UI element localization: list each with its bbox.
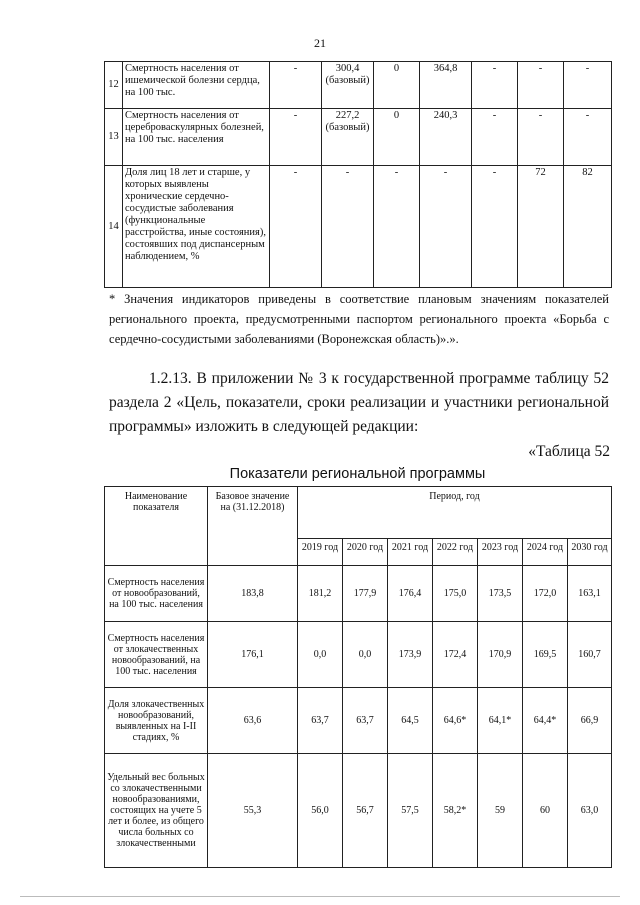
table-cell: 63,7 xyxy=(298,688,343,754)
table-cell: - xyxy=(518,109,564,166)
table-header-row xyxy=(105,487,612,539)
table-cell: 163,1 xyxy=(568,566,612,622)
row-number: 12 xyxy=(105,62,123,109)
base-value: 63,6 xyxy=(208,688,298,754)
header-year: 2021 год xyxy=(388,539,433,566)
base-value: 55,3 xyxy=(208,754,298,868)
table-cell: 58,2* xyxy=(433,754,478,868)
table-cell: 63,0 xyxy=(568,754,612,868)
table-cell: - xyxy=(564,109,612,166)
table-cell: 0 xyxy=(374,109,420,166)
table-row xyxy=(105,622,612,688)
indicator-name: Смертность населения от цереброваскулярных болезней, на 100 тыс. населения xyxy=(123,109,270,166)
table-row xyxy=(105,566,612,622)
footnote: * Значения индикаторов приведены в соответствие плановым значениям показателей регионального проекта, предусмотренными паспортом регионального проекта «Борьба с сердечно-сосудистыми заболеваниями (Воронежская область)».». xyxy=(109,292,609,346)
table-cell: - xyxy=(270,62,322,109)
row-number: 13 xyxy=(105,109,123,166)
indicator-name: Смертность населения от новообразований, на 100 тыс. населения xyxy=(105,566,208,622)
table-cell: 170,9 xyxy=(478,622,523,688)
indicator-name: Доля лиц 18 лет и старше, у которых выявлены хронические сердечно-сосудистые заболевания (функциональные расстройства, иные состояния), состоявших под диспансерным наблюдением, % xyxy=(123,166,270,288)
header-indicator-name: Наименование показателя xyxy=(105,487,208,566)
table-cell: - xyxy=(472,166,518,288)
header-base-value: Базовое значение на (31.12.2018) xyxy=(208,487,298,566)
table-cell: - xyxy=(564,62,612,109)
table-cell: - xyxy=(518,62,564,109)
table-cell: 240,3 xyxy=(420,109,472,166)
table-cell: 169,5 xyxy=(523,622,568,688)
section-paragraph: 1.2.13. В приложении № 3 к государственной программе таблицу 52 раздела 2 «Цель, показатели, сроки реализации и участники региональной программы» изложить в следующей редакции: xyxy=(109,370,609,435)
table-cell: - xyxy=(270,109,322,166)
table-cell: - xyxy=(374,166,420,288)
table-cell: 177,9 xyxy=(343,566,388,622)
table-cell: 227,2 (базовый) xyxy=(322,109,374,166)
scan-bottom-edge xyxy=(20,896,620,897)
indicator-name: Смертность населения от ишемической болезни сердца, на 100 тыс. xyxy=(123,62,270,109)
table-cell: 176,4 xyxy=(388,566,433,622)
table-cell: 66,9 xyxy=(568,688,612,754)
regional-program-indicators-table xyxy=(104,486,612,868)
base-value: 183,8 xyxy=(208,566,298,622)
header-year: 2022 год xyxy=(433,539,478,566)
table-cell: 181,2 xyxy=(298,566,343,622)
base-value: 176,1 xyxy=(208,622,298,688)
table-cell: 64,6* xyxy=(433,688,478,754)
table-cell: 56,0 xyxy=(298,754,343,868)
table-label: «Таблица 52 xyxy=(528,443,610,460)
table-cell: 173,9 xyxy=(388,622,433,688)
table-cell: 60 xyxy=(523,754,568,868)
table-row xyxy=(105,754,612,868)
table-cell: 59 xyxy=(478,754,523,868)
table-cell: 0,0 xyxy=(343,622,388,688)
row-number: 14 xyxy=(105,166,123,288)
header-year: 2023 год xyxy=(478,539,523,566)
header-year: 2019 год xyxy=(298,539,343,566)
table-cell: 160,7 xyxy=(568,622,612,688)
table-cell: - xyxy=(472,62,518,109)
table-cell: 0,0 xyxy=(298,622,343,688)
table-cell: 172,0 xyxy=(523,566,568,622)
table-cell: - xyxy=(472,109,518,166)
indicator-name: Удельный вес больных со злокачественными новообразованиями, состоящих на учете 5 лет и более, из общего числа больных со злокачественными xyxy=(105,754,208,868)
indicator-name: Смертность населения от злокачественных новообразований, на 100 тыс. населения xyxy=(105,622,208,688)
table-cell: 364,8 xyxy=(420,62,472,109)
table-cell: 0 xyxy=(374,62,420,109)
table-cell: 64,5 xyxy=(388,688,433,754)
table-cell: 56,7 xyxy=(343,754,388,868)
indicator-name: Доля злокачественных новообразований, выявленных на I-II стадиях, % xyxy=(105,688,208,754)
table-cell: 64,4* xyxy=(523,688,568,754)
table-cell: 82 xyxy=(564,166,612,288)
header-year: 2030 год xyxy=(568,539,612,566)
table-cell: 57,5 xyxy=(388,754,433,868)
header-year: 2020 год xyxy=(343,539,388,566)
header-year: 2024 год xyxy=(523,539,568,566)
table-cell: 72 xyxy=(518,166,564,288)
indicators-table-continued xyxy=(104,61,612,288)
table-cell: - xyxy=(270,166,322,288)
table-cell: 63,7 xyxy=(343,688,388,754)
table-cell: 300,4 (базовый) xyxy=(322,62,374,109)
table-cell: 64,1* xyxy=(478,688,523,754)
table-row xyxy=(105,166,612,288)
table-cell: - xyxy=(322,166,374,288)
table-cell: 172,4 xyxy=(433,622,478,688)
table-title: Показатели региональной программы xyxy=(229,466,486,482)
table-row xyxy=(105,62,612,109)
table-row xyxy=(105,688,612,754)
page-number: 21 xyxy=(314,36,326,50)
table-cell: 175,0 xyxy=(433,566,478,622)
table-row xyxy=(105,109,612,166)
table-cell: 173,5 xyxy=(478,566,523,622)
header-period: Период, год xyxy=(298,487,612,539)
table-cell: - xyxy=(420,166,472,288)
